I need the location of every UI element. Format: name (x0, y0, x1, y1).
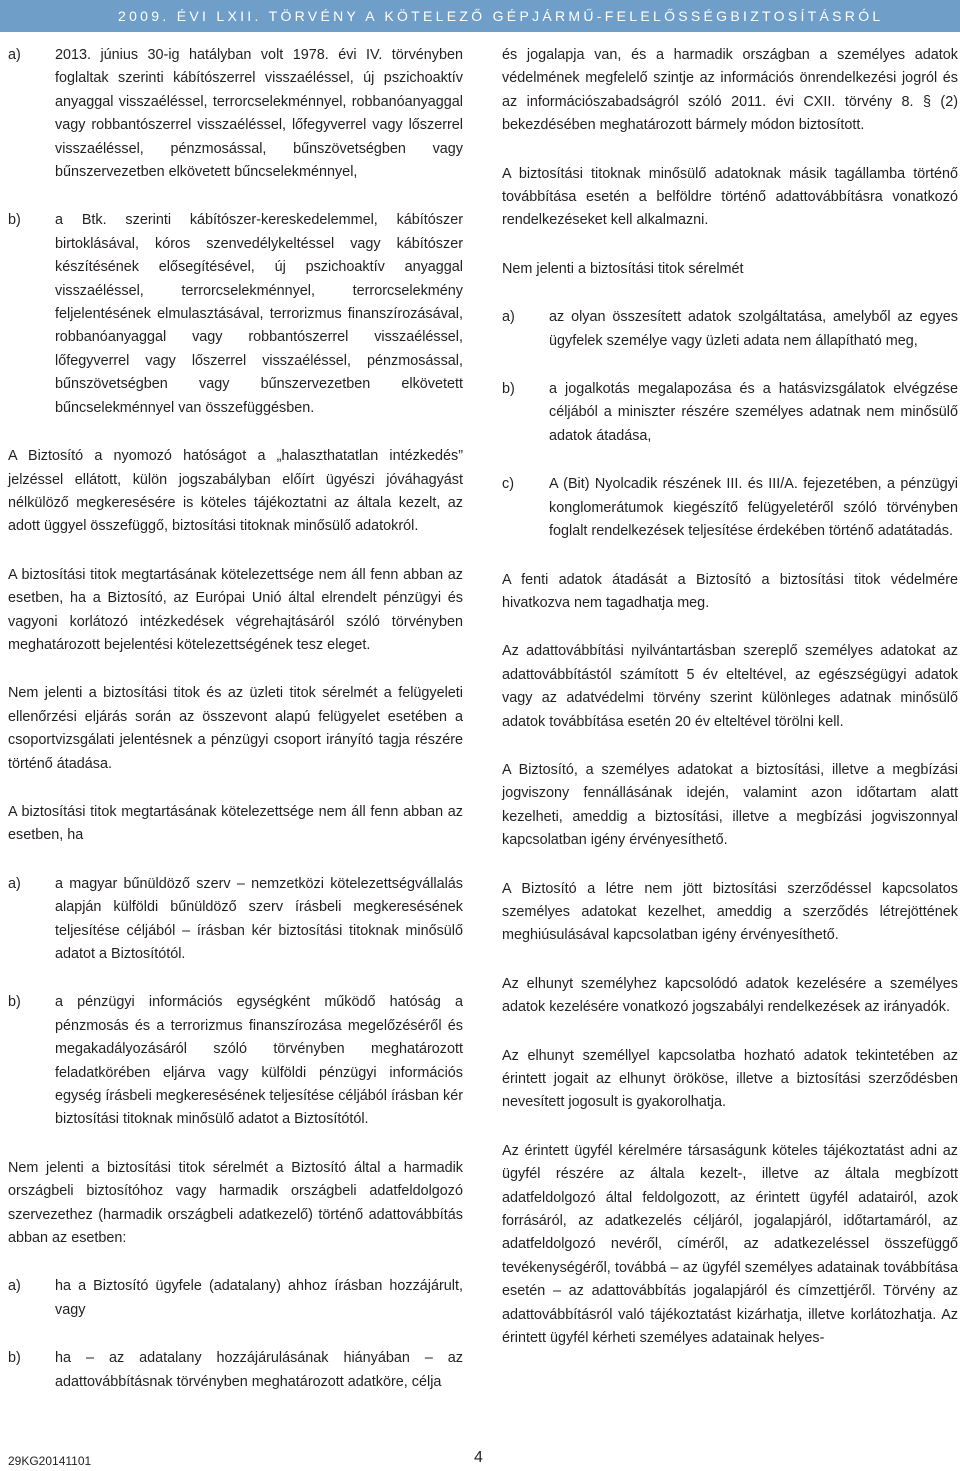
list-item-text: ha a Biztosító ügyfele (adatalany) ahhoz írásban hozzájárult, vagy (55, 1278, 463, 1318)
footer-document-code: 29KG20141101 (8, 1454, 92, 1468)
list-item (8, 991, 463, 1131)
left-column (8, 44, 463, 1419)
list-item-label: a) (8, 875, 21, 892)
list-item (8, 1347, 463, 1394)
page-number: 4 (474, 1449, 483, 1466)
running-header-title: 2009. ÉVI LXII. TÖRVÉNY A KÖTELEZŐ GÉPJÁRMŰ-FELELŐSSÉGBIZTOSÍTÁSRÓL (118, 8, 884, 24)
list-item-label: a) (8, 47, 21, 63)
paragraph: A biztosítási titok megtartásának kötelezettsége nem áll fenn abban az esetben, ha a Biztosító, az Európai Unió által elrendelt pénzügyi és vagyoni korlátozó intézkedések végrehajtásáról szóló törvényben meghatározott bejelentési kötelezettségének tesz eleget. (8, 566, 463, 653)
list-item-label: c) (502, 476, 514, 493)
list-item-text: a magyar bűnüldöző szerv – nemzetközi kötelezettségvállalás alapján külföldi bűnüldöző szerv írásbeli megkeresésének teljesítése céljából – írásban kér biztosítási titoknak minősülő adatot a Biztosítótól. (55, 875, 463, 962)
list-item-label: b) (8, 994, 21, 1011)
list-item-text: a Btk. szerinti kábítószer-kereskedelemmel, kábítószer birtoklásával, kóros szenvedélykeltéssel vagy kábítószer készítésének elősegítésével, új pszichoaktív anyaggal visszaéléssel, terrorcselekménnyel, terrorcselekmény feljelentésének elmulasztásával, terrorizmus finanszírozásával, robbanóanyaggal vagy robbantószerrel visszaéléssel, lőfegyverrel vagy lőszerrel visszaéléssel, pénzmosással, bűnszövetségben vagy bűnszervezetben elkövetett bűncselekménnyel van összefüggésben. (55, 212, 463, 416)
list-item (8, 1275, 463, 1322)
paragraph: A biztosítási titoknak minősülő adatoknak másik tagállamba történő továbbítása esetén a belföldre történő adattovábbításra vonatkozó rendelkezéseket kell alkalmazni. (502, 165, 958, 229)
paragraph: Az elhunyt személlyel kapcsolatba hozható adatok tekintetében az érintett jogait az elhunyt örököse, illetve a biztosítási szerződésben nevesített jogosult is gyakorolhatja. (502, 1047, 958, 1111)
list-item-label: a) (8, 1278, 21, 1295)
paragraph: A Biztosító, a személyes adatokat a biztosítási, illetve a megbízási jogviszony fennállásának idején, valamint azon időtartam alatt kezelheti, ameddig a biztosítási, illetve a megbízási jogviszonnyal kapcsolatban igény érvényesíthető. (502, 761, 958, 849)
paragraph: Nem jelenti a biztosítási titok sérelmét (502, 260, 744, 277)
list-item-label: a) (502, 309, 515, 326)
list-item (8, 44, 463, 184)
paragraph: Az érintett ügyfél kérelmére társaságunk köteles tájékoztatást adni az ügyfél részére az általa kezelt-, illetve az általa megbízott adatfeldolgozó által feldolgozott, az érintett ügyfél adatairól, azok forrásáról, az adatkezelés céljáról, jogalapjáról, időtartamáról, az adatfeldolgozó nevéről, címéről, az adatkezeléssel összefüggő tevékenységéről, továbbá – az ügyfél személyes adatainak továbbítása esetén – az adattovábbítás jogalapjáról és címzettjéről. Törvény az adattovábbításról való tájékoztatást kizárhatja, illetve korlátozhatja. Az érintett ügyfél kérheti személyes adatainak helyes- (502, 1142, 958, 1347)
list-item-text: a pénzügyi információs egységként működő hatóság a pénzmosás és a terrorizmus finanszírozása megelőzéséről és megakadályozásáról szóló törvényben meghatározott feladatkörében eljárva vagy külföldi pénzügyi információs egység írásbeli megkeresésének teljesítése céljából írásban kér biztosítási titoknak minősülő adatot a Biztosítótól. (55, 994, 463, 1128)
right-column (502, 44, 958, 1375)
paragraph: A fenti adatok átadását a Biztosító a biztosítási titok védelmére hivatkozva nem tagadhatja meg. (502, 571, 958, 611)
paragraph: és jogalapja van, és a harmadik országban a személyes adatok védelmének megfelelő szintje az információs önrendelkezési jogról és az információszabadságról szóló 2011. évi CXII. törvény 8. § (2) bekezdésében meghatározott bármely módon biztosított. (502, 47, 958, 134)
list-item (8, 209, 463, 420)
list-item (8, 873, 463, 967)
list-item (502, 378, 958, 448)
paragraph: Az adattovábbítási nyilvántartásban szereplő személyes adatokat az adattovábbítástól számított 5 év elteltével, az egészségügyi adatok vagy az adatvédelmi törvény szerint különleges adatnak minősülő adatok továbbítása esetén 20 év elteltével törölni kell. (502, 643, 958, 730)
paragraph: Nem jelenti a biztosítási titok sérelmét a Biztosító által a harmadik országbeli biztosítóhoz vagy harmadik országbeli adatfeldolgozó szervezethez (harmadik országbeli adatkezelő) történő adattovábbítás abban az esetben: (8, 1159, 463, 1247)
list-item-label: b) (502, 381, 515, 398)
list-item-label: b) (8, 212, 21, 229)
list-item-text: az olyan összesített adatok szolgáltatása, amelyből az egyes ügyfelek személye vagy üzleti adata nem állapítható meg, (549, 309, 958, 349)
list-item-text: 2013. június 30-ig hatályban volt 1978. évi IV. törvényben foglaltak szerinti kábítószerrel visszaéléssel, új pszichoaktív anyaggal visszaéléssel, terrorcselekménnyel, robbanóanyaggal vagy robbantószerrel visszaéléssel, lőfegyverrel vagy lőszerrel visszaéléssel, pénzmosással, bűnszövetségben vagy bűnszervezetben elkövetett bűncselekménnyel, (55, 47, 463, 181)
list-item-text: a jogalkotás megalapozása és a hatásvizsgálatok elvégzése céljából a miniszter részére személyes adatnak nem minősülő adatok átadása, (549, 381, 958, 444)
paragraph: Az elhunyt személyhez kapcsolódó adatok kezelésére a személyes adatok kezelésére vonatkozó jogszabályi rendelkezések az irányadók. (502, 975, 958, 1016)
list-item-text: A (Bit) Nyolcadik részének III. és III/A. fejezetében, a pénzügyi konglomerátumok kiegészítő felügyeletéről szóló törvényben foglalt rendelkezések teljesítése érdekében történő adatátadás. (549, 476, 958, 540)
paragraph: A Biztosító a nyomozó hatóságot a „halaszthatatlan intézkedés” jelzéssel ellátott, külön jogszabályban előírt ügyészi jóváhagyást nélkülöző megkeresésére is köteles tájékoztatni az általa kezelt, az adott üggyel összefüggő, biztosítási titoknak minősülő adatokról. (8, 448, 463, 535)
list-item-label: b) (8, 1350, 21, 1367)
paragraph: Nem jelenti a biztosítási titok és az üzleti titok sérelmét a felügyeleti ellenőrzési eljárás során az összevont alapú felügyelet esetében a csoportvizsgálati jelentésnek a pénzügyi csoport irányító tagja részére történő átadása. (8, 685, 463, 772)
paragraph: A Biztosító a létre nem jött biztosítási szerződéssel kapcsolatos személyes adatokat kezelhet, ameddig a szerződés létrejöttének meghiúsulásával kapcsolatban igény érvényesíthető. (502, 880, 958, 944)
list-item (502, 473, 958, 543)
list-item-text: ha – az adatalany hozzájárulásának hiányában – az adattovábbításnak törvényben meghatározott adatköre, célja (55, 1350, 463, 1390)
list-item (502, 306, 958, 353)
paragraph: A biztosítási titok megtartásának kötelezettsége nem áll fenn abban az esetben, ha (8, 803, 463, 844)
